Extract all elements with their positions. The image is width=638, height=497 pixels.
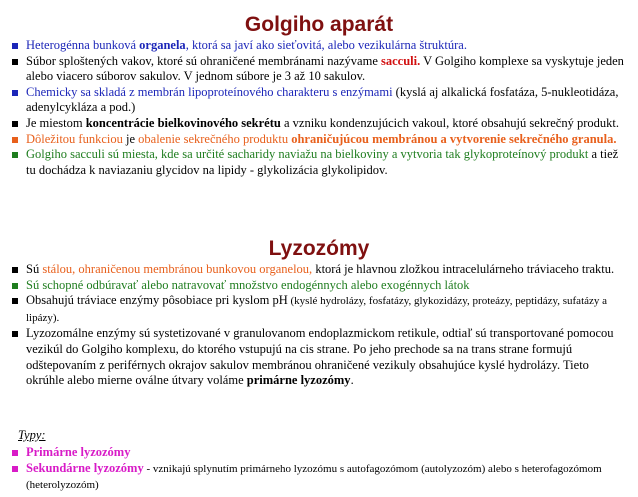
lyso-list: [10, 262, 630, 389]
list-item: Obsahujú tráviace enzýmy pôsobiace pri kyslom pH (kyslé hydrolázy, fosfatázy, glykozidázy, proteázy, peptidázy, sufatázy a lipázy).: [10, 293, 630, 326]
list-item: Súbor sploštených vakov, ktoré sú ohraničené membránami nazývame sacculi. V Golgiho komplexe sa vyskytuje jeden alebo viacero súborov sakulov. V jednom súbore je 3 až 10 sakulov.: [10, 54, 630, 85]
list-item: Lyzozomálne enzýmy sú systetizované v granulovanom endoplazmickom retikule, odtiaľ sú transportované pomocou vezikúl do Golgiho komplexu, do ktorého vstupujú na cis strane. Po jeho prechode sa na trans strane formujú odštepovaním z periférnych okrajov sakulov membránou ohraničené vezikuly obsahujúce kyslé hydrolázy. Tieto okrúhle alebo mierne oválne útvary voláme primárne lyzozómy.: [10, 326, 630, 388]
square-bullet-icon: [12, 137, 18, 143]
square-bullet-icon: [12, 59, 18, 65]
list-item: Je miestom koncentrácie bielkovinového sekrétu a vzniku kondenzujúcich vakoul, ktoré obsahujú sekrečný produkt.: [10, 116, 630, 132]
list-item: Golgiho sacculi sú miesta, kde sa určité sacharidy naviažu na bielkoviny a vytvoria tak glykoproteínový produkt a tiež tu dochádza k naviazaniu glycidov na lipidy - glykolizácia glykolipidov.: [10, 147, 630, 178]
square-bullet-icon: [12, 298, 18, 304]
list-item: Sú schopné odbúravať alebo natravovať množstvo endogénnych alebo exogénnych látok: [10, 278, 630, 294]
list-item: Dôležitou funkciou je obalenie sekrečného produktu ohraničujúcou membránou a vytvorenie sekrečného granula.: [10, 132, 630, 148]
square-bullet-icon: [12, 152, 18, 158]
square-bullet-icon: [12, 283, 18, 289]
golgi-list: [10, 38, 630, 178]
golgi-title: Golgiho aparát: [244, 13, 394, 36]
square-bullet-icon: [12, 121, 18, 127]
lyso-title: Lyzozómy: [268, 237, 370, 260]
square-bullet-icon: [12, 90, 18, 96]
list-item: Sú stálou, ohraničenou membránou bunkovou organelou, ktorá je hlavnou zložkou intracelulárneho tráviaceho traktu.: [10, 262, 630, 278]
square-bullet-icon: [12, 331, 18, 337]
list-item: Chemicky sa skladá z membrán lipoproteínového charakteru s enzýmami (kyslá aj alkalická fosfatáza, 5-nukleotidáza, adenylcykláza a pod.): [10, 85, 630, 116]
square-bullet-icon: [12, 466, 18, 472]
list-item: Heterogénna bunková organela, ktorá sa javí ako sieťovitá, alebo vezikulárna štruktúra.: [10, 38, 630, 54]
list-item: Sekundárne lyzozómy - vznikajú splynutím primárneho lyzozómu s autofagozómom (autolyzozóm) alebo s heterofagozómom (heterolyzozóm): [10, 461, 630, 494]
types-list: [10, 445, 630, 494]
list-item: Primárne lyzozómy: [10, 445, 630, 461]
square-bullet-icon: [12, 267, 18, 273]
square-bullet-icon: [12, 450, 18, 456]
square-bullet-icon: [12, 43, 18, 49]
types-label: Typy:: [18, 428, 46, 442]
